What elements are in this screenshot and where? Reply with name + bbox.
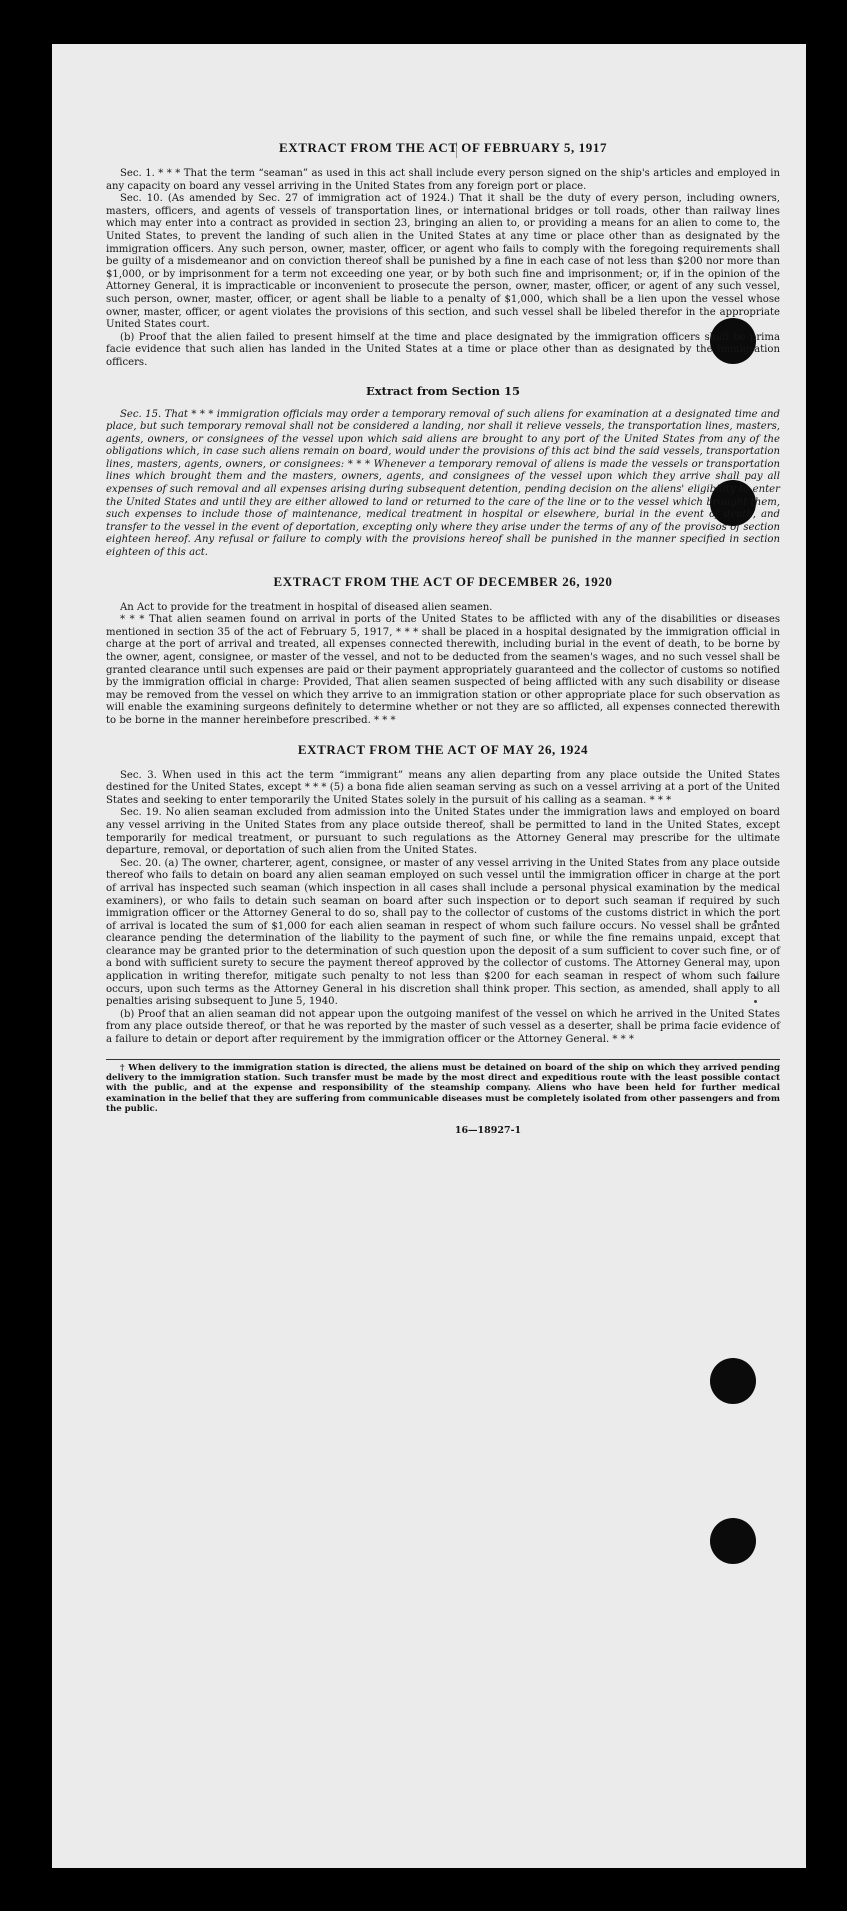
heading-act-1920: EXTRACT FROM THE ACT OF DECEMBER 26, 1920 — [273, 573, 613, 589]
heading-act-1917: EXTRACT FROM THE ACT OF FEBRUARY 5, 1917 — [278, 140, 608, 155]
punch-hole — [710, 1358, 756, 1404]
act-1920-body: * * * That alien seamen found on arrival in ports of the United States to be afflicted with any of the disabilities or diseases mentioned in section 35 of the act of February 5, 1917, * * * shall be placed in a hospital designated by the immigration official in charge at the port of arrival and treated, all expenses connected therewith, including burial in the event of death, to be borne by the owner, agent, consignee, or master of the vessel, and not to be deducted from the seamen's wages, and no such vessel shall be granted clearance until such expenses are paid or their payment appropriately guaranteed and the collector of customs so notified by the immigration official in charge: Provided, That alien seamen suspected of being afflicted with any such disability or disease may be removed from the vessel on which they arrive to an immigration station or other appropriate place for such observation as will enable the examining surgeons definitely to determine whether or not they are so afflicted, all expenses connected therewith to be borne in the manner hereinbefore prescribed. * * * — [106, 614, 780, 726]
subheading-section-15: Extract from Section 15 — [366, 383, 520, 398]
act-1924-section-20-b: (b) Proof that an alien seaman did not appear upon the outgoing manifest of the vessel on which he arrived in the United States from any place outside thereof, or that he was reported by the master of such vessel as a deserter, shall be prima facie evidence of a failure to detain or deport after requirement by the immigration officer or the Attorney General. * * * — [106, 1008, 780, 1046]
act-1924-section-19: Sec. 19. No alien seaman excluded from admission into the United States under the immigration laws and employed on board any vessel arriving in the United States from any place outside thereof, shall be permitted to land in the United States, except temporarily for medical treatment, or pursuant to such regulations as the Attorney General may prescribe for the ultimate departure, removal, or deportation of such alien from the United States. — [106, 807, 780, 857]
heading-act-1924: EXTRACT FROM THE ACT OF MAY 26, 1924 — [297, 741, 589, 757]
footnote-divider — [106, 1059, 780, 1060]
act-1924-section-20: Sec. 20. (a) The owner, charterer, agent, consignee, or master of any vessel arriving in the United States from any place outside thereof who fails to detain on board any alien seaman employed on such vessel until the immigration officer in charge at the port of arrival has inspected such seaman (which inspection in all cases shall include a personal physical examination by the medical examiners), or who fails to detain such seaman on board after such inspection or to deport such seaman if required by such immigration officer or the Attorney General to do so, shall pay to the collector of customs of the customs district in which the port of arrival is located the sum of $1,000 for each alien seaman in respect of whom such failure occurs. No vessel shall be granted clearance pending the determination of the liability to the payment of such fine, or while the fine remains unpaid, except that clearance may be granted prior to the determination of such question upon the deposit of a sum sufficient to cover such fine, or of a bond with sufficient surety to secure the payment thereof approved by the collector of customs. The Attorney General may, upon application in writing therefor, mitigate such penalty to not less than $200 for each seaman in respect of whom such failure occurs, upon such terms as the Attorney General in his discretion shall think proper. This section, as amended, shall apply to all penalties arising subsequent to June 5, 1940. — [106, 857, 780, 1008]
footnote: † When delivery to the immigration station is directed, the aliens must be detained on board of the ship on which they arrived pending delivery to the immigration station. Such transfer must be made by the most direct and expeditious route with the least possible contact with the public, and at the expense and responsibility of the steamship company. Aliens who have been held for further medical examination in the belief that they are suffering from communicable diseases must be completely isolated from other passengers and from the public. — [106, 1062, 780, 1115]
section-10: Sec. 10. (As amended by Sec. 27 of immigration act of 1924.) That it shall be the duty of every person, including owners, masters, officers, and agents of vessels of transportation lines, or international bridges or toll roads, other than railway lines which may enter into a contract as provided in section 23, bringing an alien to, or providing a means for an alien to come to, the United States, to prevent the landing of such alien in the United States at any time or place other than as designated by the immigration officers. Any such person, owner, master, officer, or agent who fails to comply with the foregoing requirements shall be guilty of a misdemeanor and on conviction thereof shall be punished by a fine in each case of not less than $200 nor more than $1,000, or by imprisonment for a term not exceeding one year, or by both such fine and imprisonment; or, if in the opinion of the Attorney General, it is impracticable or inconvenient to prosecute the person, owner, master, officer, or agent of any such vessel, such person, owner, master, officer, or agent shall be liable to a penalty of $1,000, which shall be a lien upon the vessel whose owner, master, officer, or agent violates the provisions of this section, and such vessel shall be libeled therefor in the appropriate United States court. — [106, 193, 780, 331]
section-15: Sec. 15. That * * * immigration officials may order a temporary removal of such aliens for examination at a designated time and place, but such temporary removal shall not be considered a landing, nor shall it relieve vessels, the transportation lines, masters, agents, owners, or consignees of the vessel upon which said aliens are brought to any port of the United States from any of the obligations which, in case such aliens remain on board, would under the provisions of this act bind the said vessels, transportation lines, masters, agents, owners, or consignees: * * * Whenever a temporary removal of aliens is made the vessels or transportation lines which brought them and the masters, owners, agents, and consignees of the vessel upon which they arrive shall pay all expenses of such removal and all expenses arising during subsequent detention, pending decision on the aliens' eligibility to enter the United States and until they are either allowed to land or returned to the care of the line or to the vessel which brought them, such expenses to include those of maintenance, medical treatment in hospital or elsewhere, burial in the event of death, and transfer to the vessel in the event of deportation, excepting only where they arise under the terms of any of the provisos of section eighteen hereof. Any refusal or failure to comply with the provisions hereof shall be punished in the manner specified in section eighteen of this act. — [106, 408, 780, 559]
act-1924-section-3: Sec. 3. When used in this act the term “immigrant” means any alien departing from any place outside the United States destined for the United States, except * * * (5) a bona fide alien seaman serving as such on a vessel arriving at a port of the United States and seeking to enter temporarily the United States solely in the pursuit of his calling as a seaman. * * * — [106, 769, 780, 806]
document-number: 16—18927-1 — [454, 1124, 522, 1136]
document-body — [106, 140, 780, 1137]
document-page — [52, 44, 806, 1868]
punch-hole — [710, 1518, 756, 1564]
act-1920-title: An Act to provide for the treatment in hospital of diseased alien seamen. — [120, 601, 493, 613]
section-1: Sec. 1. * * * That the term “seaman” as used in this act shall include every person signed on the ship's articles and employed in any capacity on board any vessel arriving in the United States from any foreign port or place. — [106, 168, 780, 192]
section-10-b: (b) Proof that the alien failed to present himself at the time and place designated by the immigration officers shall be prima facie evidence that such alien has landed in the United States at a time or place other than as designated by the immigration officers. — [106, 331, 780, 368]
